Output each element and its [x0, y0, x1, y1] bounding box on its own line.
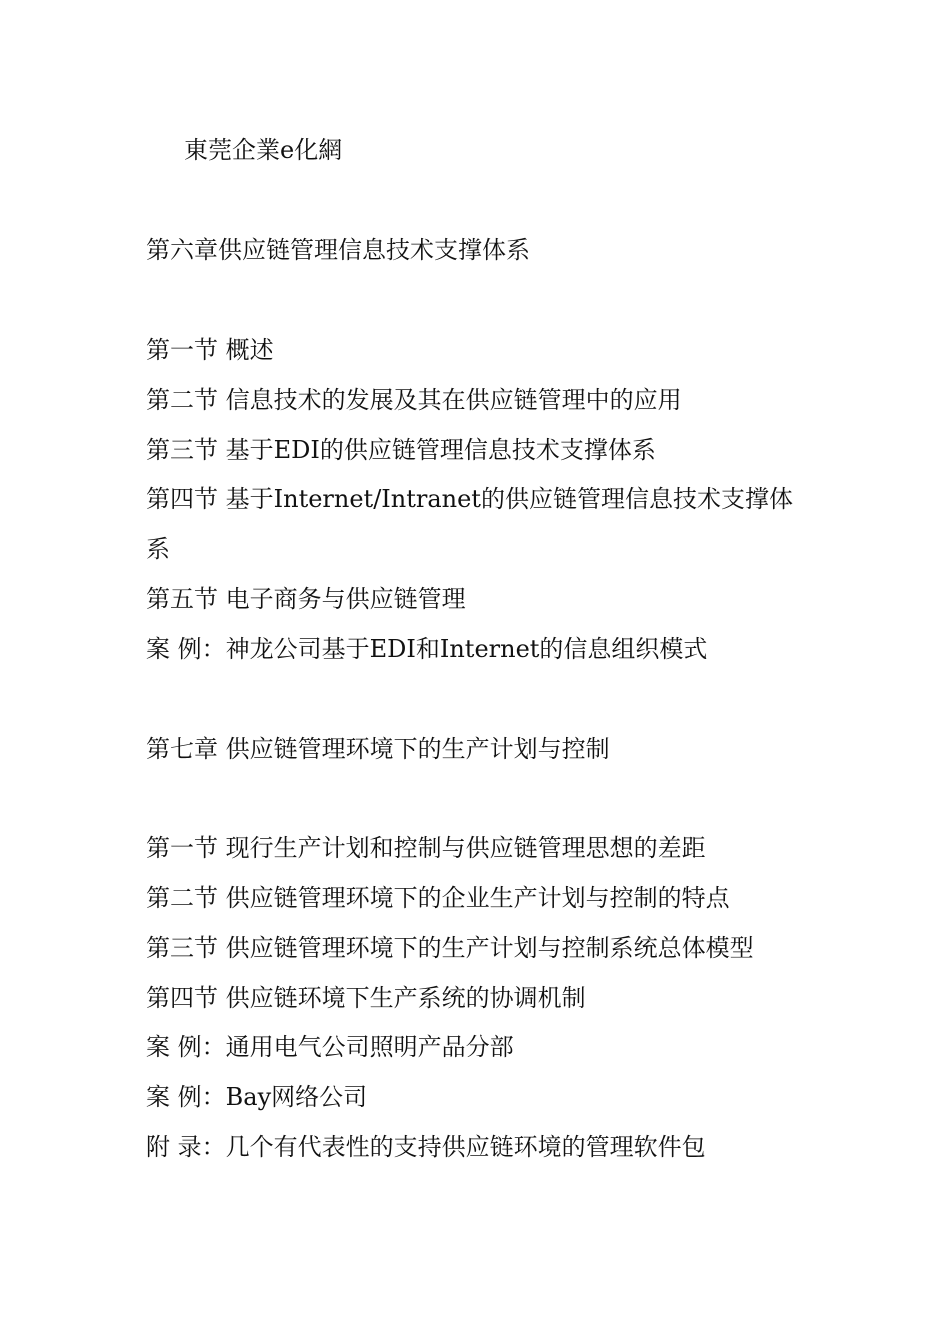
- chapter-7-title: 第七章 供应链管理环境下的生产计划与控制: [146, 735, 610, 763]
- chapter-7-case-1: 案 例：通用电气公司照明产品分部: [146, 1033, 514, 1061]
- chapter-6-item-2: 第二节 信息技术的发展及其在供应链管理中的应用: [146, 386, 682, 414]
- page-header: 東莞企業e化網: [184, 136, 343, 164]
- chapter-6-item-1: 第一节 概述: [146, 336, 274, 364]
- chapter-7-case-2: 案 例：Bay网络公司: [146, 1083, 368, 1111]
- chapter-6-title: 第六章供应链管理信息技术支撑体系: [146, 236, 530, 264]
- chapter-7-item-2: 第二节 供应链管理环境下的企业生产计划与控制的特点: [146, 884, 730, 912]
- chapter-6-item-3: 第三节 基于EDI的供应链管理信息技术支撑体系: [146, 436, 656, 464]
- chapter-6-item-4: 第四节 基于Internet/Intranet的供应链管理信息技术支撑体: [146, 485, 793, 513]
- chapter-7-item-4: 第四节 供应链环境下生产系统的协调机制: [146, 984, 586, 1012]
- chapter-7-appendix: 附 录：几个有代表性的支持供应链环境的管理软件包: [146, 1133, 706, 1161]
- chapter-6-case: 案 例：神龙公司基于EDI和Internet的信息组织模式: [146, 635, 708, 663]
- chapter-6-item-4-continuation: 系: [146, 535, 170, 563]
- chapter-7-item-3: 第三节 供应链管理环境下的生产计划与控制系统总体模型: [146, 934, 754, 962]
- chapter-7-item-1: 第一节 现行生产计划和控制与供应链管理思想的差距: [146, 834, 706, 862]
- chapter-6-item-5: 第五节 电子商务与供应链管理: [146, 585, 466, 613]
